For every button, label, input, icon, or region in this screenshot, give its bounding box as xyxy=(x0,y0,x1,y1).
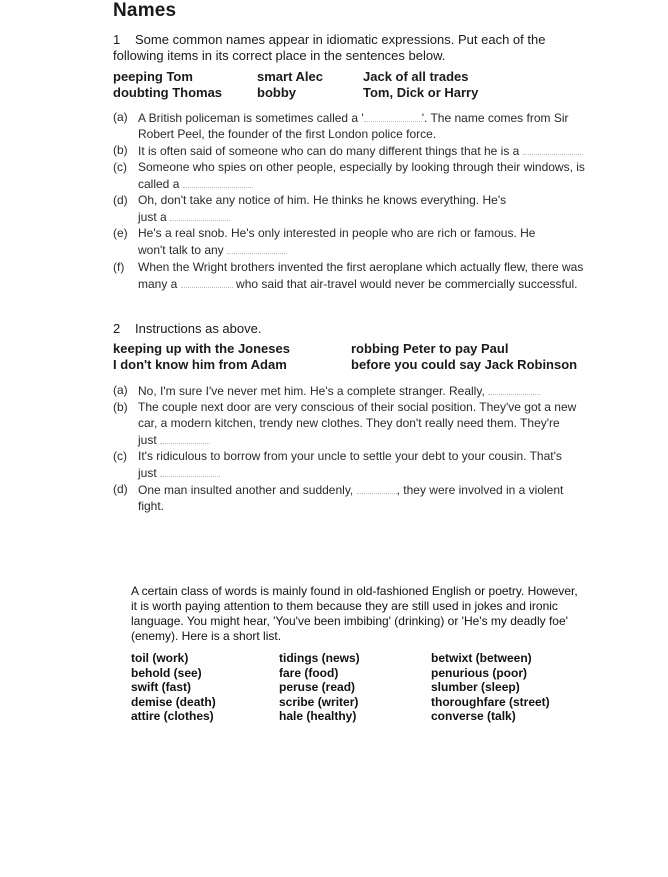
word-item: betwixt (between) xyxy=(431,651,532,665)
answer-blank[interactable] xyxy=(357,481,397,494)
section2-instruction xyxy=(113,321,583,337)
sentence-2c xyxy=(113,448,593,481)
item-tom-dick-harry: Tom, Dick or Harry xyxy=(363,85,479,100)
word-item: swift (fast) xyxy=(131,680,191,694)
word-item: toil (work) xyxy=(131,651,189,665)
section1-number: 1 xyxy=(113,32,121,47)
oldfashioned-intro: A certain class of words is mainly found in old-fashioned English or poetry. However, it is worth paying attention to them because they are still used in jokes and ironic language. You might hear, 'You've been imbibing' (drinking) or 'He's my deadly foe' (enemy). Here is a short list. xyxy=(131,584,578,643)
answer-blank[interactable] xyxy=(160,464,220,477)
sentence-label: (e) xyxy=(113,226,128,240)
sentence-text: When the Wright brothers invented the first aeroplane which actually flew, there was many a xyxy=(138,260,584,291)
word-item: scribe (writer) xyxy=(279,694,359,709)
item-jack-robinson: before you could say Jack Robinson xyxy=(351,357,578,372)
sentence-1f xyxy=(113,259,593,292)
sentence-2d xyxy=(113,481,593,514)
section2-number: 2 xyxy=(113,321,121,336)
sentence-1c xyxy=(113,159,593,192)
sentence-label: (b) xyxy=(113,400,128,414)
sentence-1a xyxy=(113,109,593,142)
word-item: behold (see) xyxy=(131,665,202,680)
answer-blank[interactable] xyxy=(227,241,287,254)
answer-blank[interactable] xyxy=(364,109,422,122)
answer-blank[interactable] xyxy=(170,208,230,221)
section1-instruction-text: Some common names appear in idiomatic expressions. Put each of the following items in its correct place in the sentences below. xyxy=(113,32,546,63)
section1-instruction xyxy=(113,32,583,64)
sentence-text: It is often said of someone who can do many different things that he is a xyxy=(138,144,520,158)
word-item: fare (food) xyxy=(279,665,339,680)
answer-blank[interactable] xyxy=(488,382,540,395)
item-robbing-peter: robbing Peter to pay Paul xyxy=(351,341,509,356)
sentence-text: , they were involved in a violent fight. xyxy=(138,483,564,513)
sentence-label: (c) xyxy=(113,160,127,174)
sentence-text: The couple next door are very conscious of their social position. They've got a new car, a modern kitchen, trendy new clothes. They don't really need them. They're just xyxy=(138,400,577,447)
sentence-text: One man insulted another and suddenly, xyxy=(138,483,354,497)
sentence-label: (a) xyxy=(113,383,128,397)
word-item: converse (talk) xyxy=(431,709,516,723)
word-item: attire (clothes) xyxy=(131,709,214,723)
sentence-label: (b) xyxy=(113,143,128,157)
sentence-1b xyxy=(113,142,593,159)
sentence-text: He's a real snob. He's only interested in people who are rich or famous. He won't talk to any xyxy=(138,226,536,257)
sentence-label: (c) xyxy=(113,449,127,463)
item-smart-alec: smart Alec xyxy=(257,69,323,84)
word-item: penurious (poor) xyxy=(431,665,527,680)
section2-instruction-text: Instructions as above. xyxy=(135,321,262,336)
item-jack-of-all-trades: Jack of all trades xyxy=(363,69,469,84)
sentence-label: (f) xyxy=(113,260,125,274)
sentence-label: (d) xyxy=(113,193,128,207)
sentence-text: Oh, don't take any notice of him. He thinks he knows everything. He's just a xyxy=(138,193,507,224)
word-item: thoroughfare (street) xyxy=(431,694,550,709)
word-item: slumber (sleep) xyxy=(431,680,520,694)
item-dont-know-adam: I don't know him from Adam xyxy=(113,357,287,372)
sentence-1e xyxy=(113,225,593,258)
sentence-label: (d) xyxy=(113,482,128,496)
sentence-1d xyxy=(113,192,593,225)
item-bobby: bobby xyxy=(257,85,296,100)
sentence-2a xyxy=(113,382,593,399)
page-title: Names xyxy=(113,0,177,21)
sentence-text: Someone who spies on other people, especially by looking through their windows, is called a xyxy=(138,160,585,191)
sentence-text: A British policeman is sometimes called a ' xyxy=(138,111,364,125)
answer-blank[interactable] xyxy=(181,275,233,288)
sentence-text: who said that air-travel would never be commercially successful. xyxy=(236,277,578,291)
sentence-label: (a) xyxy=(113,110,128,124)
word-item: peruse (read) xyxy=(279,680,356,694)
word-item: tidings (news) xyxy=(279,651,360,665)
word-item: demise (death) xyxy=(131,694,216,709)
item-doubting-thomas: doubting Thomas xyxy=(113,85,223,100)
item-keeping-up-joneses: keeping up with the Joneses xyxy=(113,341,290,356)
sentence-text: '. The name comes from Sir Robert Peel, the founder of the first London police force. xyxy=(138,111,569,141)
sentence-text: It's ridiculous to borrow from your uncle to settle your debt to your cousin. That's just xyxy=(138,449,562,480)
sentence-2b xyxy=(113,399,593,448)
answer-blank[interactable] xyxy=(523,142,583,155)
answer-blank[interactable] xyxy=(183,175,253,188)
sentence-text: No, I'm sure I've never met him. He's a complete stranger. Really, xyxy=(138,384,485,398)
word-item: hale (healthy) xyxy=(279,709,357,723)
answer-blank[interactable] xyxy=(160,431,210,444)
item-peeping-tom: peeping Tom xyxy=(113,69,193,84)
